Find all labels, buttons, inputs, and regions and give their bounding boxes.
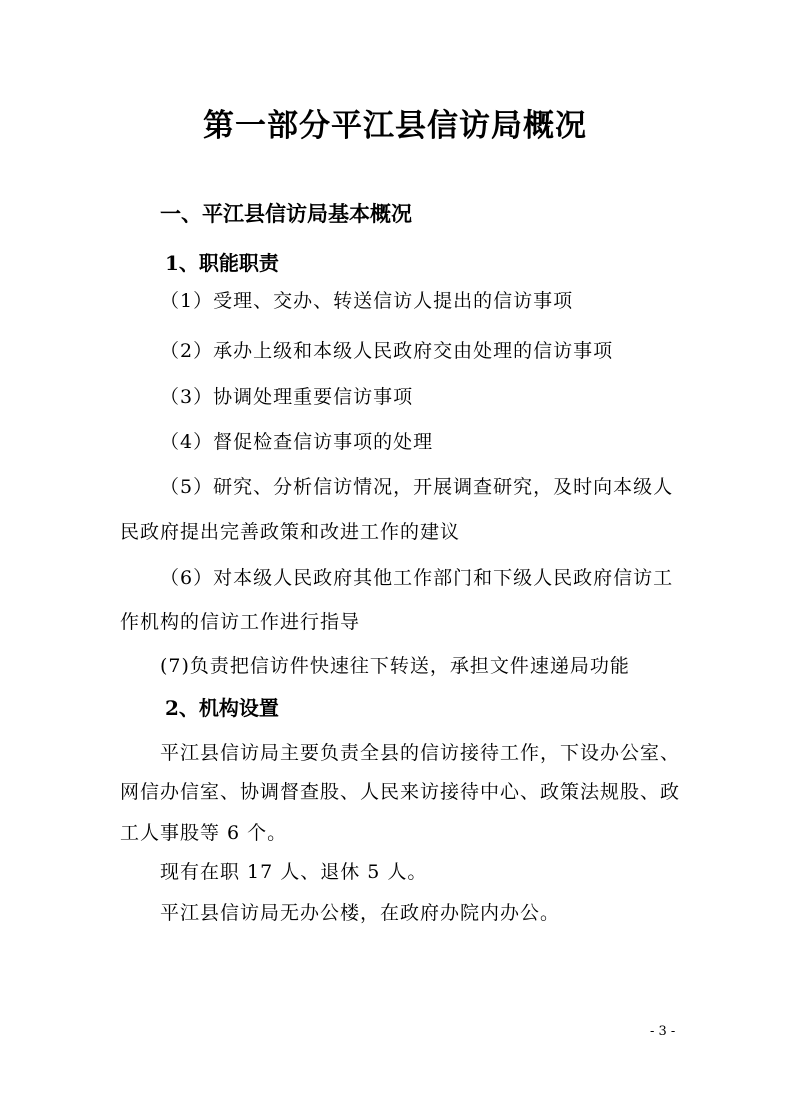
function-item: （2）承办上级和本级人民政府交由处理的信访事项 — [160, 340, 614, 362]
structure-paragraph: 平江县信访局主要负责全县的信访接待工作，下设办公室、 — [160, 742, 681, 764]
office-paragraph: 平江县信访局无办公楼，在政府办院内办公。 — [160, 902, 561, 924]
page-title: 第一部分平江县信访局概况 — [203, 108, 587, 144]
structure-paragraph-line: 工人事股等 6 个。 — [120, 822, 288, 844]
staff-count-paragraph: 现有在职 17 人、退休 5 人。 — [160, 861, 428, 883]
function-item: （6）对本级人民政府其他工作部门和下级人民政府信访工 — [160, 567, 674, 589]
page-number: - 3 - — [650, 1024, 676, 1039]
function-item-continuation: 作机构的信访工作进行指导 — [120, 611, 361, 633]
subsection-heading-functions: 1、职能职责 — [165, 251, 279, 275]
subsection-heading-structure: 2、机构设置 — [165, 696, 279, 720]
function-item: （5）研究、分析信访情况，开展调查研究，及时向本级人 — [160, 476, 674, 498]
function-item: （1）受理、交办、转送信访人提出的信访事项 — [160, 290, 574, 312]
function-item: （3）协调处理重要信访事项 — [160, 386, 414, 408]
function-item-continuation: 民政府提出完善政策和改进工作的建议 — [120, 521, 461, 543]
function-item: (7)负责把信访件快速往下转送，承担文件速递局功能 — [160, 655, 630, 677]
section-heading: 一、平江县信访局基本概况 — [160, 202, 412, 226]
structure-paragraph-line: 网信办信室、协调督查股、人民来访接待中心、政策法规股、政 — [120, 781, 681, 803]
function-item: （4）督促检查信访事项的处理 — [160, 431, 434, 453]
